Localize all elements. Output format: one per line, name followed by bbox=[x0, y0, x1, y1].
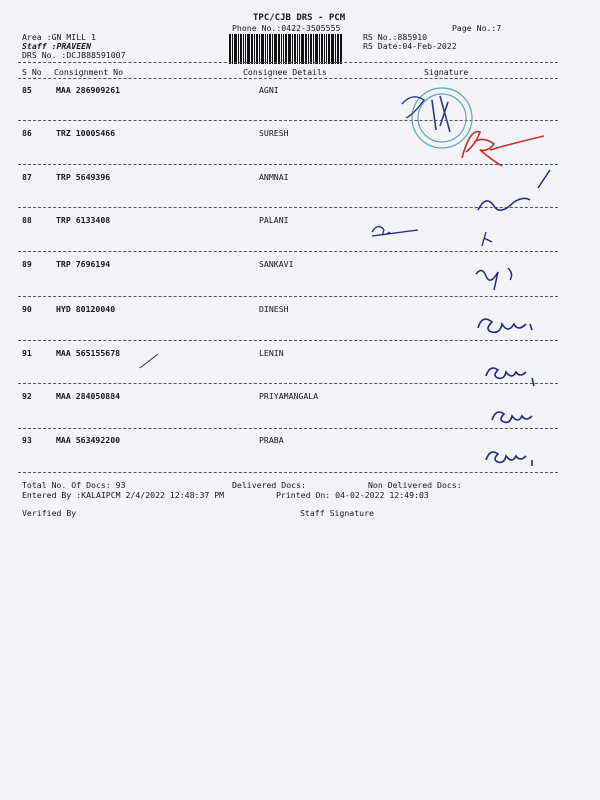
row-consignee: DINESH bbox=[259, 304, 289, 314]
signature-row-87-icon bbox=[478, 170, 550, 210]
col-signature: Signature bbox=[424, 67, 469, 77]
row-consignment: MAA 563492200 bbox=[56, 435, 121, 445]
delivered-docs: Delivered Docs: bbox=[232, 480, 306, 490]
non-delivered-docs: Non Delivered Docs: bbox=[368, 480, 462, 490]
row-consignee: SANKAVI bbox=[259, 259, 294, 269]
signature-row-88-icon bbox=[372, 226, 492, 246]
phone-row-88: 9442709621 bbox=[370, 221, 448, 249]
row-consignment: TRP 5649396 bbox=[56, 172, 111, 182]
staff-label: Staff :PRAVEEN bbox=[22, 41, 92, 51]
signature-row-86-icon bbox=[462, 132, 544, 166]
row-consignee: PALANI bbox=[259, 215, 289, 225]
row-consignment: TRP 7696194 bbox=[56, 259, 111, 269]
row-consignee: PRIYAMANGALA bbox=[259, 391, 319, 401]
col-sno: S No bbox=[22, 67, 42, 77]
phone-row-89: 9003842713 bbox=[479, 280, 563, 300]
row-consignment: MAA 565155678 bbox=[56, 348, 121, 358]
row-consignee: LENIN bbox=[259, 348, 284, 358]
row-sno: 85 bbox=[22, 85, 32, 95]
phone-row-87: 9994749788 bbox=[433, 165, 524, 200]
signature-row-93-icon bbox=[486, 452, 532, 466]
signature-row-92-icon bbox=[492, 412, 532, 422]
col-consignee: Consignee Details bbox=[243, 67, 327, 77]
row-consignee: ANMNAI bbox=[259, 172, 289, 182]
row-consignee: SURESH bbox=[259, 128, 289, 138]
report-title: TPC/CJB DRS - PCM bbox=[253, 13, 346, 23]
rs-number: RS No.:885910 bbox=[363, 32, 428, 42]
row-consignee: AGNI bbox=[259, 85, 279, 95]
rs-date: RS Date:04-Feb-2022 bbox=[363, 41, 457, 51]
corner-mark-icon bbox=[8, 10, 20, 20]
col-consignment: Consignment No bbox=[54, 67, 124, 77]
signature-row-89-icon bbox=[476, 268, 512, 290]
row-consignment: MAA 286909261 bbox=[56, 85, 121, 95]
row-sno: 90 bbox=[22, 304, 32, 314]
row-sno: 92 bbox=[22, 391, 32, 401]
row-consignee: PRABA bbox=[259, 435, 284, 445]
signature-row-90-icon bbox=[478, 319, 532, 332]
row-consignment: MAA 284050884 bbox=[56, 391, 121, 401]
printed-on: Printed On: 04-02-2022 12:49:03 bbox=[276, 490, 429, 500]
drs-number: DRS No. :DCJB88591007 bbox=[22, 50, 126, 60]
row-consignment: HYD 80120040 bbox=[56, 304, 116, 314]
row-sno: 87 bbox=[22, 172, 32, 182]
phone-number: Phone No.:0422-3505555 bbox=[232, 23, 341, 33]
row-sno: 86 bbox=[22, 128, 32, 138]
row-sno: 93 bbox=[22, 435, 32, 445]
signature-row-91-icon bbox=[486, 368, 534, 386]
row-sno: 88 bbox=[22, 215, 32, 225]
row-sno: 89 bbox=[22, 259, 32, 269]
stamp-icon bbox=[402, 88, 472, 148]
area-label: Area :GN MILL 1 bbox=[22, 32, 96, 42]
staff-signature-label: Staff Signature bbox=[300, 508, 374, 518]
verified-by: Verified By bbox=[22, 508, 77, 518]
total-docs: Total No. Of Docs: 93 bbox=[22, 480, 126, 490]
pen-mark-icon bbox=[140, 354, 158, 368]
page-number: Page No.:7 bbox=[452, 23, 502, 33]
row-consignment: TRZ 10005466 bbox=[56, 128, 116, 138]
row-consignment: TRP 6133408 bbox=[56, 215, 111, 225]
entered-by: Entered By :KALAIPCM 2/4/2022 12:48:37 PM bbox=[22, 490, 225, 500]
row-sno: 91 bbox=[22, 348, 32, 358]
